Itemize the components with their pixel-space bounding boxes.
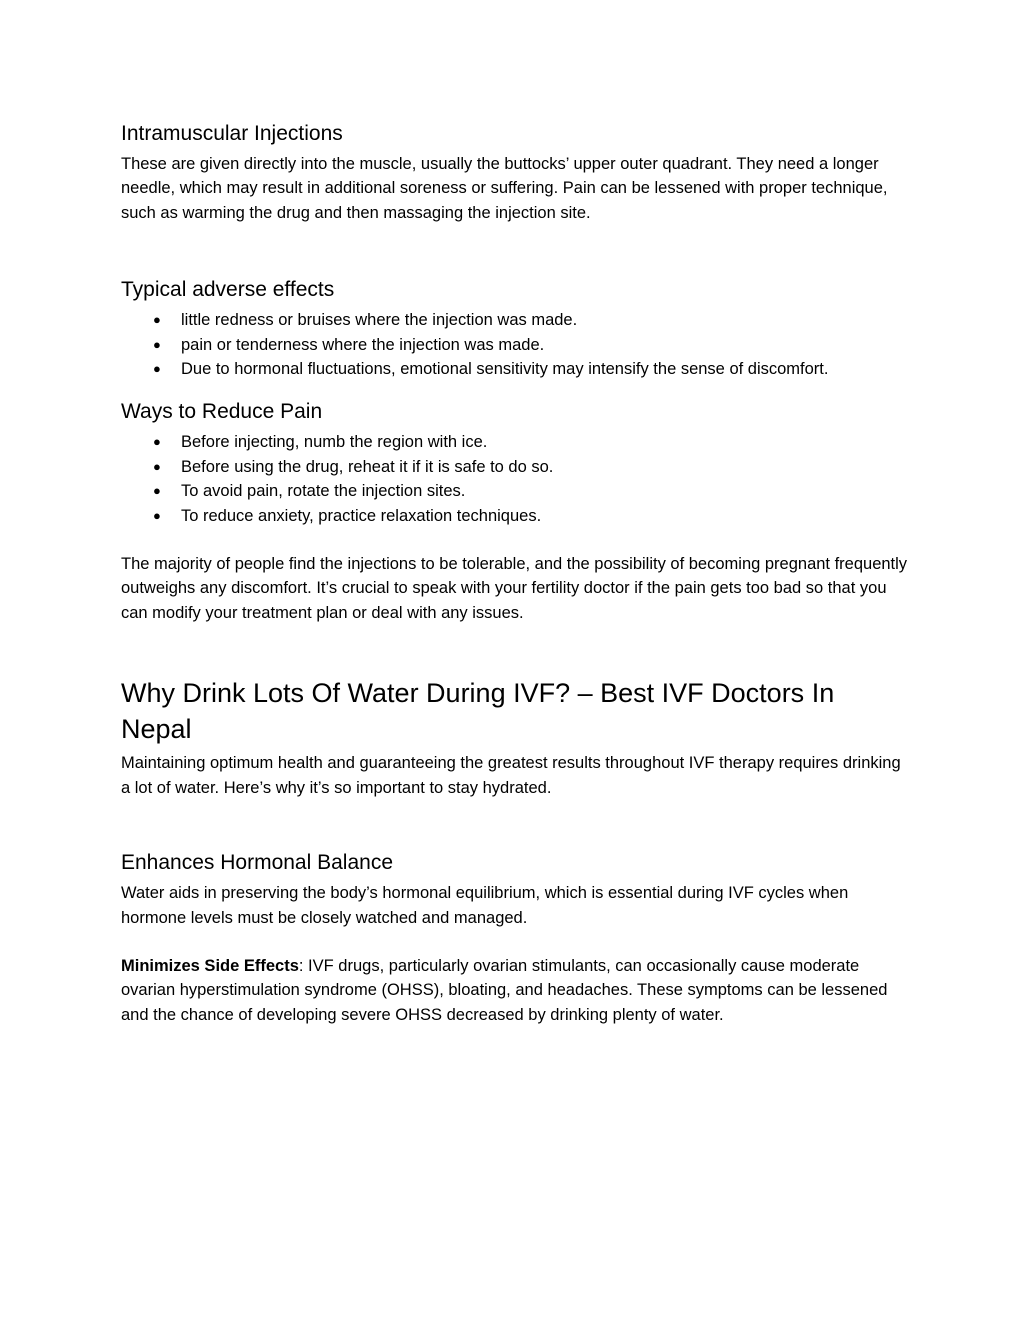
heading-intramuscular-injections: Intramuscular Injections xyxy=(121,122,343,145)
list-item: ● Due to hormonal fluctuations, emotional sensitivity may intensify the sense of discomfort. xyxy=(121,357,911,381)
adverse-effects-list xyxy=(121,308,911,381)
heading-enhances-hormonal-balance: Enhances Hormonal Balance xyxy=(121,851,393,875)
side-effects-label: Minimizes Side Effects xyxy=(121,956,299,975)
bullet-icon: ● xyxy=(153,458,161,474)
paragraph-water-intro: Maintaining optimum health and guaranteeing the greatest results throughout IVF therapy requires drinking a lot of water. Here’s why it’s so important to stay hydrated. xyxy=(121,754,901,797)
list-item: ● Before injecting, numb the region with ice. xyxy=(121,430,911,454)
list-item: ● To avoid pain, rotate the injection sites. xyxy=(121,479,911,503)
paragraph-side-effects xyxy=(121,954,911,1027)
list-item: ● little redness or bruises where the injection was made. xyxy=(121,308,911,332)
bullet-icon: ● xyxy=(153,312,161,328)
bullet-icon: ● xyxy=(153,336,161,352)
paragraph-intramuscular: These are given directly into the muscle, usually the buttocks’ upper outer quadrant. They need a longer needle, which may result in additional soreness or suffering. Pain can be lessened with proper technique, such as warming the drug and then massaging the injection site. xyxy=(121,155,888,222)
heading-ways-to-reduce-pain: Ways to Reduce Pain xyxy=(121,400,323,424)
bullet-icon: ● xyxy=(153,507,161,523)
bullet-icon: ● xyxy=(153,361,161,377)
list-item: ● pain or tenderness where the injection was made. xyxy=(121,333,911,357)
list-item: ● Before using the drug, reheat it if it is safe to do so. xyxy=(121,455,911,479)
heading-why-drink-water: Why Drink Lots Of Water During IVF? – Best IVF Doctors In Nepal xyxy=(121,678,835,745)
document-page xyxy=(121,118,911,1027)
bullet-icon: ● xyxy=(153,434,161,450)
bullet-icon: ● xyxy=(153,483,161,499)
paragraph-tolerable: The majority of people find the injections to be tolerable, and the possibility of becoming pregnant frequently outweighs any discomfort. It’s crucial to speak with your fertility doctor if the pain gets too bad so that you can modify your treatment plan or deal with any issues. xyxy=(121,555,908,622)
reduce-pain-list xyxy=(121,430,911,528)
paragraph-hormonal: Water aids in preserving the body’s hormonal equilibrium, which is essential during IVF cycles when hormone levels must be closely watched and managed. xyxy=(121,884,849,927)
side-effects-text: : IVF drugs, particularly ovarian stimulants, can occasionally cause moderate ovarian hyperstimulation syndrome (OHSS), bloating, and headaches. These symptoms can be lessened and the chance of developing severe OHSS decreased by drinking plenty of water. xyxy=(121,956,888,1024)
heading-typical-adverse-effects: Typical adverse effects xyxy=(121,278,335,302)
list-item: ● To reduce anxiety, practice relaxation techniques. xyxy=(121,504,911,528)
